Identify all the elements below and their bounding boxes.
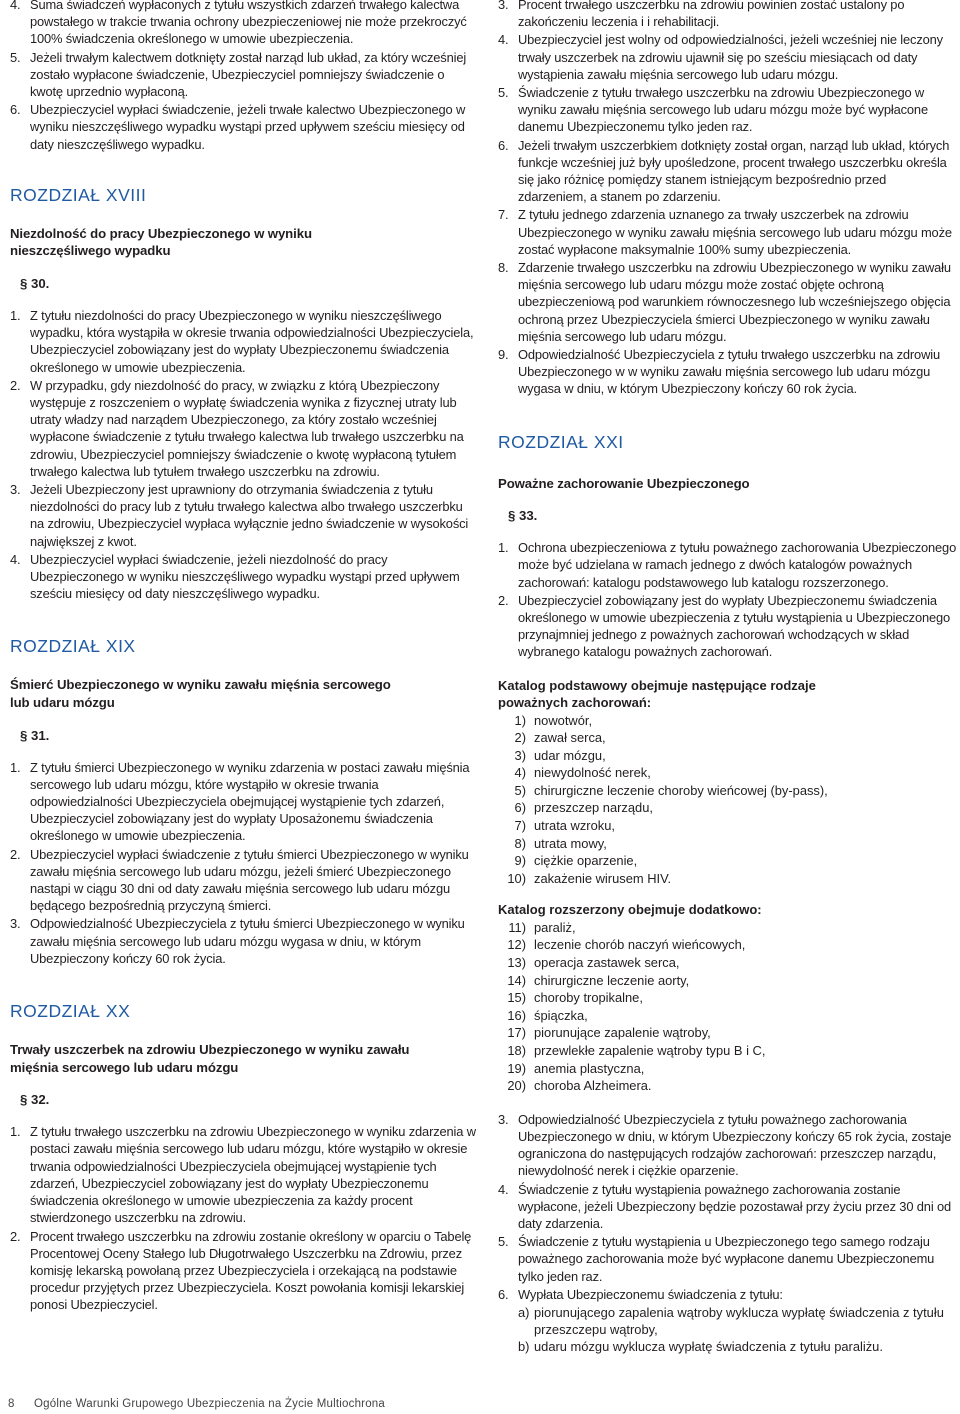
catalog-item-number: 10): [507, 870, 526, 886]
catalog-item-number: 17): [507, 1025, 526, 1041]
item-text: Z tytułu niezdolności do pracy Ubezpieczonego w wyniku nieszczęśliwego wypadku, która wystąpiła w okresie trwania odpowiedzialności Ubezpieczyciela, Ubezpieczyciel zobowiązany jest do wypłaty Ubezpieczonemu świadczenia określonego w umowie ubezpieczenia.: [30, 308, 474, 375]
list-item: [10, 551, 480, 603]
catalog-item-text: piorunujące zapalenie wątroby,: [534, 1025, 711, 1041]
paragraph-number: § 32.: [20, 1092, 50, 1108]
list-item: [498, 0, 958, 30]
basic-catalog-list: [498, 712, 958, 888]
catalog-item-number: 2): [514, 730, 526, 746]
item-number: 2.: [10, 377, 21, 393]
catalog-item-text: leczenie chorób naczyń wieńcowych,: [534, 937, 746, 953]
item-number: 8.: [498, 260, 509, 276]
catalog-item: [498, 1007, 958, 1025]
item-number: 3.: [10, 916, 21, 932]
item-text: Ochrona ubezpieczeniowa z tytułu poważnego zachorowania Ubezpieczonego może być udzielana w ramach jednego z dwóch katalogów poważnych zachorowań: katalogu podstawowego lub katalogu rozszerzonego.: [518, 540, 957, 590]
sub-item: [518, 1338, 958, 1355]
page-number: 8: [8, 1398, 15, 1410]
catalog-item: [498, 782, 958, 800]
item-text: Zdarzenie trwałego uszczerbku na zdrowiu Ubezpieczonego w wyniku zawału mięśnia sercowego lub udaru mózgu może zostać objęte ochroną ubezpieczeniową pod warunkiem równoczesnego lub wcześniejszego objęcia ochroną przez Ubezpieczyciela śmierci Ubezpieczonego w wyniku zawału mięśnia sercowego lub udaru mózgu.: [518, 260, 951, 344]
catalog-item-number: 4): [514, 765, 526, 781]
list-item: [498, 206, 958, 258]
item-number: 4.: [10, 0, 21, 12]
item-number: 1.: [498, 540, 509, 556]
item-text: Z tytułu jednego zdarzenia uznanego za trwały uszczerbek na zdrowiu Ubezpieczonego w wyniku zawału mięśnia sercowego lub udaru mózgu może zostać wypłacone maksymalnie 100% sumy ubezpieczenia.: [518, 207, 952, 257]
list-item: [498, 346, 958, 398]
sub-list: [518, 1304, 958, 1356]
chapter-xix: [10, 636, 480, 967]
catalog-item-number: 12): [507, 937, 526, 953]
list-item: [10, 101, 480, 153]
item-number: 4.: [498, 32, 509, 48]
catalog-item: [498, 954, 958, 972]
catalog-item-number: 15): [507, 990, 526, 1006]
list-item: [10, 1228, 480, 1314]
catalog-item-text: niewydolność nerek,: [534, 765, 651, 781]
catalog-item-text: choroby tropikalne,: [534, 990, 643, 1006]
list-item: [498, 539, 958, 591]
item-text: Ubezpieczyciel wypłaci świadczenie, jeżeli niezdolność do pracy Ubezpieczonego w wyniku nieszczęśliwego wypadku wystąpi przed upływem sześciu miesięcy od daty nieszczęśliwego wypadku.: [30, 551, 460, 602]
item-text: Jeżeli trwałym uszczerbkiem dotknięty został organ, narząd lub układ, których funkcje wcześniej już były upośledzone, procent trwałego uszczerbku określa się jako różnicę pomiędzy stanem istniejącym bezpośrednio przed zdarzeniem, a stanem po zdarzeniu.: [518, 137, 950, 205]
sub-item-letter: a): [518, 1305, 530, 1321]
list-item: [10, 846, 480, 915]
catalog-item-number: 20): [507, 1078, 526, 1094]
catalog-item-text: paraliż,: [534, 919, 576, 935]
chapter-subtitle: Niezdolność do pracy Ubezpieczonego w wyniku nieszczęśliwego wypadku: [10, 225, 312, 259]
list-item: [498, 84, 958, 136]
item-text: Ubezpieczyciel jest wolny od odpowiedzialności, jeżeli wcześniej nie leczony trwały uszczerbek na zdrowiu ujawnił się po sześciu miesiącach od daty wystąpienia zawału mięśnia sercowego lub udaru mózgu.: [518, 32, 943, 82]
catalog-item: [498, 1024, 958, 1042]
item-text: Suma świadczeń wypłaconych z tytułu wszystkich zdarzeń trwałego kalectwa powstałego w trakcie trwania ochrony ubezpieczeniowej nie może przekroczyć 100% świadczenia określonego w umowie ubezpieczenia.: [30, 0, 467, 47]
item-text: Z tytułu trwałego uszczerbku na zdrowiu Ubezpieczonego w wyniku zdarzenia w postaci zawału mięśnia sercowego lub udaru mózgu, które wystąpiło w okresie trwania odpowiedzialności Ubezpieczyciela obejmującej wystąpienie tych zdarzeń, Ubezpieczyciel zobowiązany jest do wypłaty Ubezpieczonemu świadczenia określonego w umowie ubezpieczenia za każdy procent stwierdzonego uszczerbku na zdrowiu.: [30, 1124, 476, 1226]
item-number: 6.: [498, 1286, 509, 1302]
catalog-item-number: 13): [507, 955, 526, 971]
catalog-item: [498, 989, 958, 1007]
chapter-subtitle: Śmierć Ubezpieczonego w wyniku zawału mięśnia sercowego lub udaru mózgu: [10, 677, 391, 711]
list-item: [498, 592, 958, 661]
catalog-item-number: 3): [514, 747, 526, 763]
item-text: Jeżeli Ubezpieczony jest uprawniony do otrzymania świadczenia z tytułu niezdolności do pracy lub z tytułu trwałego kalectwa albo trwałego uszczerbku na zdrowiu, Ubezpieczyciel wypłaca wyłącznie jedno świadczenie w wysokości największej z kwot.: [30, 482, 469, 549]
item-text: Świadczenie z tytułu wystąpienia poważnego zachorowania zostanie wypłacone, jeżeli Ubezpieczony będzie pozostawał przy życiu przez 30 dni od daty zdarzenia.: [518, 1181, 951, 1231]
sub-item-text: udaru mózgu wyklucza wypłatę świadczenia z tytułu paraliżu.: [534, 1339, 883, 1355]
catalog-item-text: ciężkie oparzenie,: [534, 853, 638, 869]
catalog-item-number: 5): [514, 782, 526, 798]
catalog-item: [498, 747, 958, 765]
item-number: 7.: [498, 207, 509, 223]
item-text: Odpowiedzialność Ubezpieczyciela z tytułu śmierci Ubezpieczonego w wyniku zawału mięśnia sercowego lub udaru mózgu wygasa w dniu, w którym Ubezpieczony kończy 60 rok życia.: [30, 916, 465, 966]
basic-catalog-heading: Katalog podstawowy obejmuje następujące rodzaje poważnych zachorowań:: [498, 677, 816, 711]
left-column: [10, 0, 480, 1314]
item-number: 3.: [498, 1111, 509, 1127]
list-item: [10, 759, 480, 845]
catalog-item: [498, 1060, 958, 1078]
catalog-item: [498, 870, 958, 888]
list-par-32: [10, 1123, 480, 1313]
item-number: 5.: [498, 85, 509, 101]
list-item: [498, 31, 958, 83]
catalog-item: [498, 729, 958, 747]
item-number: 4.: [10, 551, 21, 567]
item-text: Ubezpieczyciel zobowiązany jest do wypłaty Ubezpieczonemu świadczenia określonego w umowie ubezpieczenia z tytułu wystąpienia u Ubezpieczonego przynajmniej jednego z poważnych zachorowań wchodzących w skład wybranego katalogu poważnych zachorowań.: [518, 592, 951, 660]
item-text: Ubezpieczyciel wypłaci świadczenie z tytułu śmierci Ubezpieczonego w wyniku zawału mięśnia sercowego lub udaru mózgu, jeżeli śmierć Ubezpieczonego nastąpi w ciągu 30 dni od daty zawału mięśnia sercowego lub udaru mózgu będącego bezpośrednią przyczyną śmierci.: [30, 846, 469, 914]
list-item: [10, 307, 480, 376]
item-number: 1.: [10, 1124, 21, 1140]
list-par-32-continued: [498, 0, 958, 398]
item-text: Wypłata Ubezpieczonemu świadczenia z tytułu:: [518, 1286, 783, 1302]
paragraph-number: § 33.: [508, 508, 538, 524]
item-number: 6.: [498, 137, 509, 153]
catalog-item-text: choroba Alzheimera.: [534, 1078, 652, 1094]
catalog-item: [498, 817, 958, 835]
list-item: [10, 377, 480, 480]
item-number: 2.: [10, 846, 21, 862]
item-number: 2.: [10, 1228, 21, 1244]
extended-catalog-heading: Katalog rozszerzony obejmuje dodatkowo:: [498, 902, 762, 918]
catalog-item-text: utrata wzroku,: [534, 818, 615, 834]
list-par-33-continued: [498, 1111, 958, 1303]
item-number: 1.: [10, 308, 21, 324]
item-text: Procent trwałego uszczerbku na zdrowiu zostanie określony w oparciu o Tabelę Procentowej Oceny Stałego lub Długotrwałego Uszczerbku na Zdrowiu, przez komisję lekarską powołaną przez Ubezpieczyciela i orzekającą na podstawie procedur przyjętych przez Ubezpieczyciela. Koszt powołania komisji lekarskiej ponosi Ubezpieczyciel.: [30, 1228, 472, 1313]
catalog-item-number: 18): [507, 1043, 526, 1058]
catalog-item: [498, 799, 958, 817]
catalog-item-text: udar mózgu,: [534, 747, 606, 763]
catalog-item: [498, 972, 958, 990]
item-number: 5.: [498, 1234, 509, 1250]
extended-catalog-list: [498, 919, 958, 1095]
catalog-item: [498, 936, 958, 954]
list-item: [498, 1181, 958, 1233]
catalog-item: [498, 1042, 958, 1060]
catalog-item-text: zawał serca,: [534, 730, 606, 746]
item-text: W przypadku, gdy niezdolność do pracy, w związku z którą Ubezpieczony występuje z roszczeniem o wypłatę świadczenia wynika z fizycznej utraty lub utraty władzy nad narządem Ubezpieczonego, za który zostało wcześniej wypłacone świadczenie z tytułu trwałego kalectwa lub trwałego uszczerbku na zdrowiu, Ubezpieczyciel pomniejszy świadczenie o kwotę wypłaconą tytułem trwałego kalectwa lub tytułem trwałego uszczerbku na zdrowiu.: [30, 377, 464, 479]
chapter-xxi: [498, 432, 958, 1356]
catalog-item-text: nowotwór,: [534, 712, 593, 728]
catalog-item-number: 19): [507, 1060, 526, 1076]
chapter-title: ROZDZIAŁ XXI: [498, 431, 624, 452]
catalog-item-text: przewlekłe zapalenie wątroby typu B i C,: [534, 1043, 766, 1058]
list-par-30: [10, 307, 480, 602]
catalog-item-text: operacja zastawek serca,: [534, 955, 680, 971]
item-number: 6.: [10, 102, 21, 118]
item-number: 2.: [498, 592, 509, 608]
catalog-item-number: 16): [507, 1007, 526, 1023]
catalog-item-number: 6): [514, 800, 526, 816]
document-title: Ogólne Warunki Grupowego Ubezpieczenia na Życie Multiochrona: [34, 1398, 385, 1410]
chapter-subtitle: Trwały uszczerbek na zdrowiu Ubezpieczonego w wyniku zawału mięśnia sercowego lub udaru mózgu: [10, 1042, 410, 1075]
catalog-item-text: przeszczep narządu,: [534, 800, 653, 816]
list-ch17-continued: [10, 0, 480, 153]
catalog-item-text: chirurgiczne leczenie aorty,: [534, 972, 690, 988]
paragraph-number: § 31.: [20, 727, 50, 743]
catalog-item: [498, 712, 958, 730]
item-text: Świadczenie z tytułu trwałego uszczerbku na zdrowiu Ubezpieczonego w wyniku zawału mięśnia sercowego lub udaru mózgu może być wypłacone danemu Ubezpieczonemu tylko jeden raz.: [518, 85, 928, 135]
catalog-item-text: chirurgiczne leczenie choroby wieńcowej (by-pass),: [534, 782, 828, 798]
chapter-title: ROZDZIAŁ XVIII: [10, 184, 147, 205]
catalog-item-text: utrata mowy,: [534, 835, 607, 851]
paragraph-number: § 30.: [20, 276, 50, 292]
catalog-item-number: 11): [508, 919, 526, 935]
item-number: 1.: [10, 759, 21, 775]
list-item: [10, 1123, 480, 1226]
item-text: Odpowiedzialność Ubezpieczyciela z tytułu poważnego zachorowania Ubezpieczonego w dniu, w którym Ubezpieczony kończy 65 rok życia, zostaje ograniczona do następujących rodzajów zachorowań: przeszczep narządu, niewydolność nerek i ciężkie oparzenie.: [518, 1111, 952, 1179]
item-number: 3.: [498, 0, 509, 12]
list-item: [498, 1111, 958, 1180]
list-item: [10, 915, 480, 967]
catalog-item-text: zakażenie wirusem HIV.: [534, 870, 672, 886]
catalog-item-number: 14): [507, 972, 526, 988]
item-number: 4.: [498, 1181, 509, 1197]
catalog-item: [498, 1077, 958, 1095]
chapter-xviii: [10, 185, 480, 603]
item-number: 3.: [10, 482, 21, 498]
catalog-item-number: 8): [514, 835, 526, 851]
item-number: 5.: [10, 49, 21, 65]
catalog-item-number: 1): [514, 712, 526, 728]
item-text: Procent trwałego uszczerbku na zdrowiu powinien zostać ustalony po zakończeniu leczenia i i rehabilitacji.: [518, 0, 905, 30]
chapter-title: ROZDZIAŁ XIX: [10, 636, 136, 657]
list-item: [498, 137, 958, 206]
catalog-item: [498, 764, 958, 782]
sub-item-letter: b): [518, 1339, 530, 1355]
list-item: [10, 0, 480, 48]
item-text: Jeżeli trwałym kalectwem dotknięty został narząd lub układ, za który wcześniej zostało wypłacone świadczenie, Ubezpieczyciel pomniejszy świadczenie o kwotę uprzednio wypłaconą.: [30, 49, 467, 100]
list-item: [10, 481, 480, 550]
chapter-xx: [10, 1001, 480, 1313]
sub-item-text: piorunującego zapalenia wątroby wyklucza wypłatę świadczenia z tytułu przeszczepu wątroby,: [534, 1305, 944, 1338]
item-text: Ubezpieczyciel wypłaci świadczenie, jeżeli trwałe kalectwo Ubezpieczonego w wyniku nieszczęśliwego wypadku wystąpi przed upływem sześciu miesięcy od daty nieszczęśliwego wypadku.: [30, 102, 466, 152]
list-item: [498, 259, 958, 345]
catalog-item: [498, 835, 958, 853]
sub-item: [518, 1304, 958, 1338]
list-item: [10, 49, 480, 101]
catalog-item-number: 7): [514, 818, 526, 834]
catalog-item-text: anemia plastyczna,: [534, 1060, 645, 1076]
catalog-item-number: 9): [514, 853, 526, 869]
list-par-33: [498, 539, 958, 660]
catalog-item: [498, 852, 958, 870]
list-par-31: [10, 759, 480, 967]
item-number: 9.: [498, 347, 509, 363]
right-column: [498, 0, 958, 1356]
catalog-item: [498, 919, 958, 937]
list-item: [498, 1286, 958, 1303]
catalog-item-text: śpiączka,: [534, 1007, 588, 1023]
chapter-subtitle: Poważne zachorowanie Ubezpieczonego: [498, 475, 750, 491]
item-text: Odpowiedzialność Ubezpieczyciela z tytułu trwałego uszczerbku na zdrowiu Ubezpieczonego w w wyniku zawału mięśnia sercowego lub udaru mózgu wygasa w dniu, w którym Ubezpieczony kończy 60 rok życia.: [518, 347, 940, 397]
item-text: Świadczenie z tytułu wystąpienia u Ubezpieczonego tego samego rodzaju poważnego zachorowania może być wypłacone danemu Ubezpieczonemu tylko jeden raz.: [518, 1234, 935, 1284]
list-item: [498, 1233, 958, 1285]
item-text: Z tytułu śmierci Ubezpieczonego w wyniku zdarzenia w postaci zawału mięśnia sercowego lub udaru mózgu, które wystąpiło w okresie trwania odpowiedzialności Ubezpieczyciela obejmującej wystąpienie tych zdarzeń, Ubezpieczyciel zobowiązany jest do wypłaty Uposażonemu świadczenia określonego w umowie ubezpieczenia.: [30, 759, 470, 844]
chapter-title: ROZDZIAŁ XX: [10, 1001, 131, 1022]
